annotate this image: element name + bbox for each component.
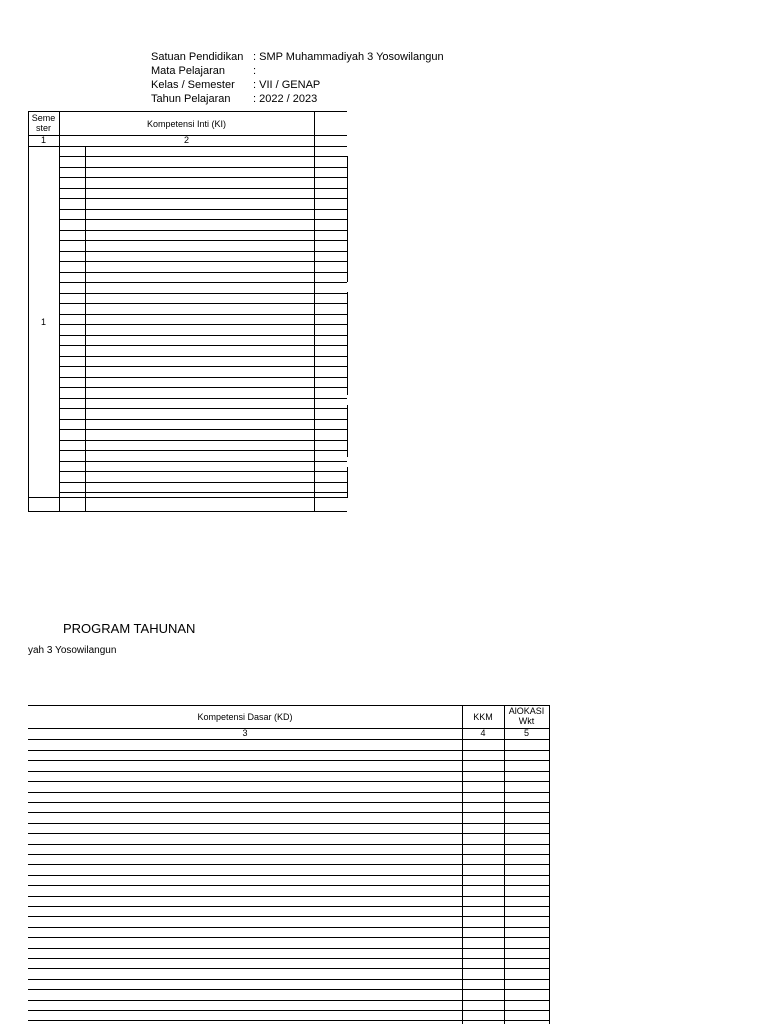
table-rule <box>28 1020 549 1021</box>
table-rule <box>28 750 549 751</box>
semester-header: Seme ster <box>31 113 56 133</box>
table-rule <box>28 1000 549 1001</box>
semester-value: 1 <box>40 317 46 327</box>
table-rule <box>28 823 549 824</box>
table-rule <box>28 906 549 907</box>
info-value: : <box>253 65 257 77</box>
kkm-header: KKM <box>473 712 493 722</box>
info-label: Tahun Pelajaran <box>151 93 231 105</box>
table-rule <box>28 885 549 886</box>
info-value: : 2022 / 2023 <box>253 93 318 105</box>
table-rule <box>549 705 550 1024</box>
table-rule <box>28 968 549 969</box>
table-rule <box>28 948 549 949</box>
table-rule <box>28 760 549 761</box>
table-rule <box>28 792 549 793</box>
table-rule <box>28 1010 549 1011</box>
table-rule <box>28 854 549 855</box>
alokasi-number: 5 <box>523 728 529 738</box>
table-rule <box>28 728 549 729</box>
table-rule <box>28 875 549 876</box>
table-rule <box>28 896 549 897</box>
alokasi-header: AlOKASI Wkt <box>508 706 545 726</box>
table-rule <box>28 989 549 990</box>
semester-number: 1 <box>40 135 46 145</box>
kd-header: Kompetensi Dasar (KD) <box>197 712 293 722</box>
ki-header: Kompetensi Inti (KI) <box>146 119 227 129</box>
kd-number: 3 <box>242 728 248 738</box>
ki-number: 2 <box>183 135 189 145</box>
table-rule <box>28 958 549 959</box>
table-rule <box>28 927 549 928</box>
info-label: Satuan Pendidikan <box>151 51 244 63</box>
info-label: Mata Pelajaran <box>151 65 225 77</box>
info-value: : SMP Muhammadiyah 3 Yosowilangun <box>253 51 444 63</box>
school-name-continuation: yah 3 Yosowilangun <box>28 645 117 656</box>
table-rule <box>28 771 549 772</box>
info-label: Kelas / Semester <box>151 79 235 91</box>
table-rule <box>28 739 549 740</box>
table-rule <box>28 705 549 706</box>
table-rule <box>28 916 549 917</box>
info-value: : VII / GENAP <box>253 79 321 91</box>
table-rule <box>28 802 549 803</box>
table-rule <box>28 781 549 782</box>
page-title: PROGRAM TAHUNAN <box>63 621 196 636</box>
table-rule <box>28 833 549 834</box>
table-rule <box>28 864 549 865</box>
table-rule <box>28 937 549 938</box>
table-rule <box>28 812 549 813</box>
table-rule <box>28 844 549 845</box>
table-rule <box>28 979 549 980</box>
kkm-number: 4 <box>480 728 486 738</box>
